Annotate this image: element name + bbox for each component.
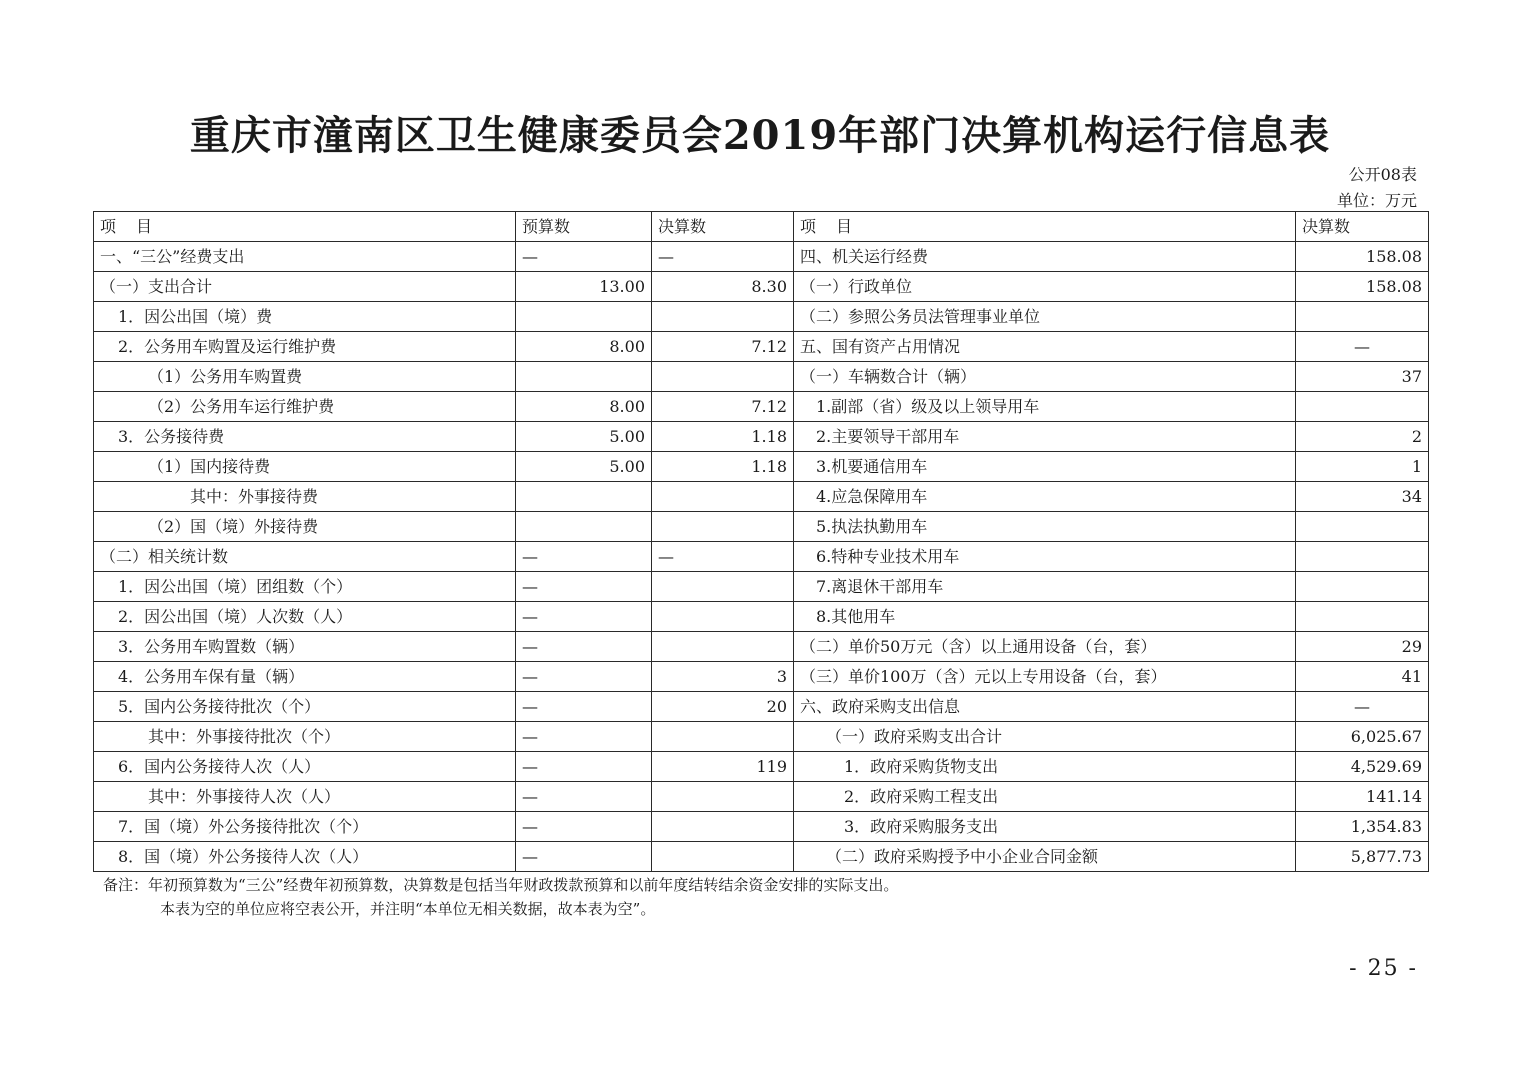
left-item-cell: 4．公务用车保有量（辆） xyxy=(94,662,516,692)
table-row xyxy=(94,422,1429,452)
right-actual-cell: 158.08 xyxy=(1296,272,1429,302)
right-actual-cell: — xyxy=(1296,332,1429,362)
table-row xyxy=(94,482,1429,512)
table-row xyxy=(94,722,1429,752)
budget-cell: — xyxy=(516,242,652,272)
left-item-cell: 其中：外事接待人次（人） xyxy=(94,782,516,812)
budget-cell: 8.00 xyxy=(516,332,652,362)
budget-cell: 13.00 xyxy=(516,272,652,302)
left-item-cell: 2．公务用车购置及运行维护费 xyxy=(94,332,516,362)
table-row xyxy=(94,572,1429,602)
document-title: 重庆市潼南区卫生健康委员会2019年部门决算机构运行信息表 xyxy=(189,112,1331,159)
actual-cell: 119 xyxy=(652,752,794,782)
budget-cell: — xyxy=(516,632,652,662)
table-id: 公开08表 xyxy=(1348,165,1417,184)
actual-cell: 7.12 xyxy=(652,392,794,422)
right-actual-cell: 37 xyxy=(1296,362,1429,392)
table-row xyxy=(94,782,1429,812)
right-actual-cell: 1 xyxy=(1296,452,1429,482)
note-line: 本表为空的单位应将空表公开，并注明“本单位无相关数据，故本表为空”。 xyxy=(160,900,656,918)
left-item-cell: （1）国内接待费 xyxy=(94,452,516,482)
right-item-cell: （一）政府采购支出合计 xyxy=(794,722,1296,752)
right-item-cell: 4.应急保障用车 xyxy=(794,482,1296,512)
budget-cell: — xyxy=(516,542,652,572)
right-item-cell: 1．政府采购货物支出 xyxy=(794,752,1296,782)
table-row xyxy=(94,332,1429,362)
actual-cell xyxy=(652,302,794,332)
left-item-cell: （一）支出合计 xyxy=(94,272,516,302)
info-table xyxy=(93,211,1429,872)
table-row xyxy=(94,542,1429,572)
right-item-cell: 3.机要通信用车 xyxy=(794,452,1296,482)
right-actual-cell: 34 xyxy=(1296,482,1429,512)
actual-cell: — xyxy=(652,242,794,272)
header-left-item: 项 目 xyxy=(94,212,516,242)
right-item-cell: （二）参照公务员法管理事业单位 xyxy=(794,302,1296,332)
left-item-cell: 其中：外事接待费 xyxy=(94,482,516,512)
left-item-cell: 7．国（境）外公务接待批次（个） xyxy=(94,812,516,842)
right-item-cell: 四、机关运行经费 xyxy=(794,242,1296,272)
budget-cell: — xyxy=(516,602,652,632)
right-actual-cell xyxy=(1296,392,1429,422)
actual-cell xyxy=(652,782,794,812)
budget-cell: — xyxy=(516,662,652,692)
left-item-cell: 其中：外事接待批次（个） xyxy=(94,722,516,752)
budget-cell: 5.00 xyxy=(516,452,652,482)
right-item-cell: （一）车辆数合计（辆） xyxy=(794,362,1296,392)
actual-cell xyxy=(652,362,794,392)
right-actual-cell: 1,354.83 xyxy=(1296,812,1429,842)
table-row xyxy=(94,632,1429,662)
actual-cell xyxy=(652,572,794,602)
right-actual-cell: — xyxy=(1296,692,1429,722)
page-number: - 25 - xyxy=(1349,956,1418,981)
right-item-cell: 5.执法执勤用车 xyxy=(794,512,1296,542)
right-actual-cell xyxy=(1296,512,1429,542)
budget-cell: — xyxy=(516,752,652,782)
right-item-cell: 3．政府采购服务支出 xyxy=(794,812,1296,842)
actual-cell xyxy=(652,722,794,752)
left-item-cell: （二）相关统计数 xyxy=(94,542,516,572)
unit-label: 单位：万元 xyxy=(1336,191,1417,210)
budget-cell: — xyxy=(516,692,652,722)
header-right-item: 项 目 xyxy=(794,212,1296,242)
budget-cell: 5.00 xyxy=(516,422,652,452)
left-item-cell: （2）公务用车运行维护费 xyxy=(94,392,516,422)
right-actual-cell xyxy=(1296,602,1429,632)
left-item-cell: 3．公务接待费 xyxy=(94,422,516,452)
actual-cell xyxy=(652,602,794,632)
budget-cell: — xyxy=(516,722,652,752)
actual-cell xyxy=(652,812,794,842)
budget-cell xyxy=(516,362,652,392)
table-row xyxy=(94,662,1429,692)
table-row xyxy=(94,512,1429,542)
right-actual-cell: 4,529.69 xyxy=(1296,752,1429,782)
budget-cell: — xyxy=(516,782,652,812)
actual-cell xyxy=(652,482,794,512)
right-actual-cell: 158.08 xyxy=(1296,242,1429,272)
left-item-cell: 8．国（境）外公务接待人次（人） xyxy=(94,842,516,872)
table-row xyxy=(94,752,1429,782)
right-actual-cell: 5,877.73 xyxy=(1296,842,1429,872)
left-item-cell: 1．因公出国（境）团组数（个） xyxy=(94,572,516,602)
budget-cell xyxy=(516,482,652,512)
right-actual-cell xyxy=(1296,572,1429,602)
left-item-cell: 3．公务用车购置数（辆） xyxy=(94,632,516,662)
actual-cell xyxy=(652,842,794,872)
right-item-cell: （一）行政单位 xyxy=(794,272,1296,302)
actual-cell xyxy=(652,512,794,542)
right-actual-cell: 41 xyxy=(1296,662,1429,692)
left-item-cell: 一、“三公”经费支出 xyxy=(94,242,516,272)
left-item-cell: 5．国内公务接待批次（个） xyxy=(94,692,516,722)
actual-cell: 8.30 xyxy=(652,272,794,302)
right-item-cell: 6.特种专业技术用车 xyxy=(794,542,1296,572)
actual-cell: — xyxy=(652,542,794,572)
actual-cell: 20 xyxy=(652,692,794,722)
left-item-cell: 6．国内公务接待人次（人） xyxy=(94,752,516,782)
right-item-cell: （二）政府采购授予中小企业合同金额 xyxy=(794,842,1296,872)
table-row xyxy=(94,392,1429,422)
right-item-cell: （二）单价50万元（含）以上通用设备（台，套） xyxy=(794,632,1296,662)
actual-cell: 1.18 xyxy=(652,422,794,452)
budget-cell: — xyxy=(516,842,652,872)
table-row xyxy=(94,272,1429,302)
table-row xyxy=(94,602,1429,632)
budget-cell xyxy=(516,302,652,332)
header-budget: 预算数 xyxy=(516,212,652,242)
table-row xyxy=(94,692,1429,722)
right-item-cell: 五、国有资产占用情况 xyxy=(794,332,1296,362)
actual-cell: 3 xyxy=(652,662,794,692)
table-row xyxy=(94,452,1429,482)
left-item-cell: 1．因公出国（境）费 xyxy=(94,302,516,332)
table-row xyxy=(94,242,1429,272)
actual-cell: 7.12 xyxy=(652,332,794,362)
table-row xyxy=(94,362,1429,392)
budget-cell: — xyxy=(516,812,652,842)
right-item-cell: 2．政府采购工程支出 xyxy=(794,782,1296,812)
header-actual: 决算数 xyxy=(652,212,794,242)
left-item-cell: （2）国（境）外接待费 xyxy=(94,512,516,542)
budget-cell: 8.00 xyxy=(516,392,652,422)
right-actual-cell: 141.14 xyxy=(1296,782,1429,812)
right-actual-cell xyxy=(1296,302,1429,332)
note-line: 备注：年初预算数为“三公”经费年初预算数，决算数是包括当年财政拨款预算和以前年度结转结余资金安排的实际支出。 xyxy=(103,876,899,894)
right-actual-cell xyxy=(1296,542,1429,572)
right-item-cell: 7.离退休干部用车 xyxy=(794,572,1296,602)
table-row xyxy=(94,812,1429,842)
right-item-cell: （三）单价100万（含）元以上专用设备（台，套） xyxy=(794,662,1296,692)
right-actual-cell: 2 xyxy=(1296,422,1429,452)
left-item-cell: （1）公务用车购置费 xyxy=(94,362,516,392)
budget-cell xyxy=(516,512,652,542)
table-row xyxy=(94,842,1429,872)
right-item-cell: 2.主要领导干部用车 xyxy=(794,422,1296,452)
actual-cell xyxy=(652,632,794,662)
right-item-cell: 1.副部（省）级及以上领导用车 xyxy=(794,392,1296,422)
right-item-cell: 8.其他用车 xyxy=(794,602,1296,632)
table-header-row xyxy=(94,212,1429,242)
notes xyxy=(103,873,898,921)
right-actual-cell: 6,025.67 xyxy=(1296,722,1429,752)
table-row xyxy=(94,302,1429,332)
header-right-actual: 决算数 xyxy=(1296,212,1429,242)
right-item-cell: 六、政府采购支出信息 xyxy=(794,692,1296,722)
left-item-cell: 2．因公出国（境）人次数（人） xyxy=(94,602,516,632)
actual-cell: 1.18 xyxy=(652,452,794,482)
right-actual-cell: 29 xyxy=(1296,632,1429,662)
budget-cell: — xyxy=(516,572,652,602)
